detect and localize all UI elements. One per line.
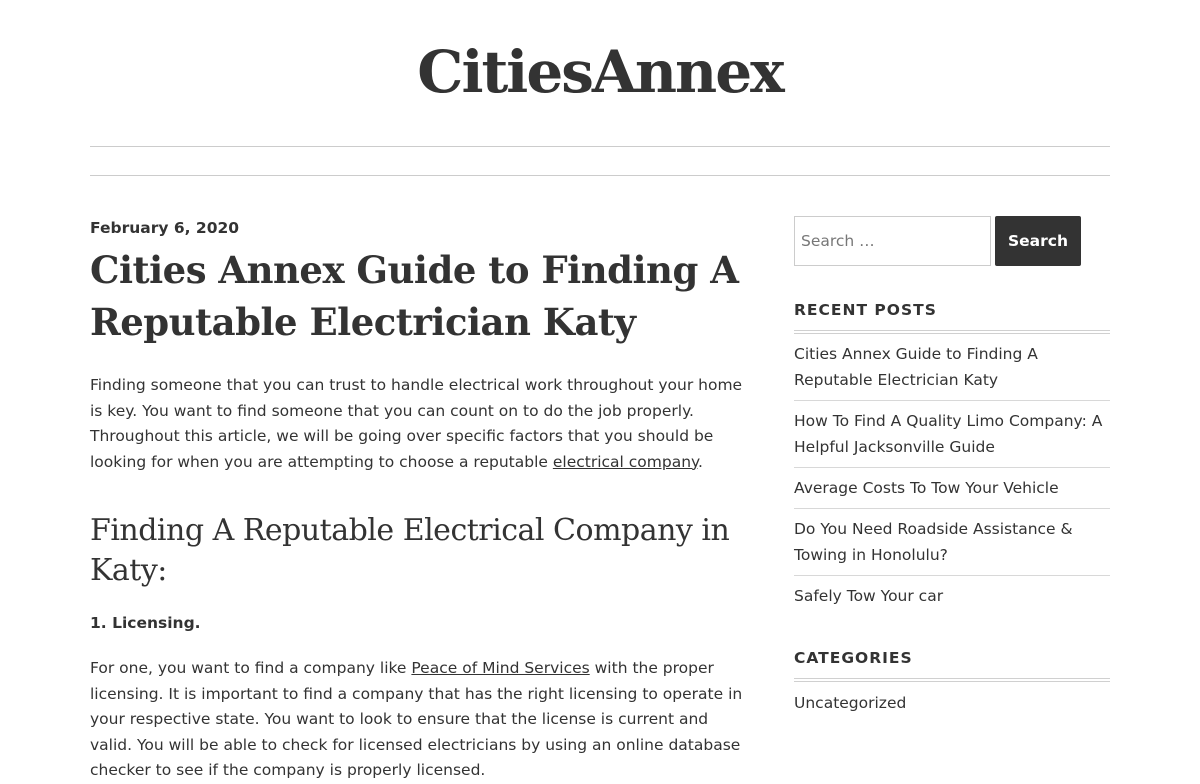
list-item <box>794 334 1110 401</box>
recent-posts-list <box>794 334 1110 616</box>
main-content <box>90 216 754 784</box>
site-title[interactable]: CitiesAnnex <box>417 38 783 106</box>
subheading-licensing: 1. Licensing. <box>90 614 201 632</box>
section-heading: Finding A Reputable Electrical Company in Katy: <box>90 513 730 588</box>
para2-rest: with the proper licensing. It is important to find a company that has the right licensing to operate in your respective state. You want to look to ensure that the license is current and valid. You will be able to check for licensed electricians by using an online database checker to see if the company is properly licensed. <box>90 659 743 779</box>
intro-text: Finding someone that you can trust to handle electrical work throughout your home is key. You want to find someone that you can count on to do the job properly. Throughout this article, we will be going over specific factors that you should be looking for when you are attempting to choose a reputable <box>90 376 743 471</box>
intro-end: . <box>698 452 703 471</box>
para2-start: For one, you want to find a company like <box>90 659 412 677</box>
header-divider-top <box>90 146 1110 147</box>
recent-post-link[interactable]: Safely Tow Your car <box>794 587 944 605</box>
post-title: Cities Annex Guide to Finding A Reputable Electrician Katy <box>90 248 739 344</box>
licensing-paragraph <box>90 656 754 784</box>
sidebar <box>794 216 1110 723</box>
search-form <box>794 216 1110 266</box>
list-item <box>794 682 1110 723</box>
list-item <box>794 468 1110 509</box>
list-item <box>794 401 1110 468</box>
search-input[interactable] <box>794 216 991 266</box>
recent-post-link[interactable]: How To Find A Quality Limo Company: A Helpful Jacksonville Guide <box>794 412 1103 456</box>
peace-of-mind-link[interactable]: Peace of Mind Services <box>411 659 590 677</box>
recent-posts-title: RECENT POSTS <box>794 300 1110 334</box>
post-date[interactable]: February 6, 2020 <box>90 219 240 237</box>
list-item <box>794 576 1110 616</box>
categories-list <box>794 682 1110 723</box>
recent-post-link[interactable]: Cities Annex Guide to Finding A Reputable Electrician Katy <box>794 345 1038 389</box>
post-intro <box>90 373 754 475</box>
recent-posts-widget <box>794 300 1110 616</box>
list-item <box>794 509 1110 576</box>
recent-post-link[interactable]: Average Costs To Tow Your Vehicle <box>794 479 1059 497</box>
electrical-company-link[interactable]: electrical company <box>552 452 698 471</box>
category-link[interactable]: Uncategorized <box>794 694 907 712</box>
header-divider-bottom <box>90 175 1110 176</box>
categories-title: CATEGORIES <box>794 648 1110 682</box>
search-button[interactable]: Search <box>995 216 1081 266</box>
categories-widget <box>794 648 1110 723</box>
recent-post-link[interactable]: Do You Need Roadside Assistance & Towing in Honolulu? <box>794 520 1073 564</box>
